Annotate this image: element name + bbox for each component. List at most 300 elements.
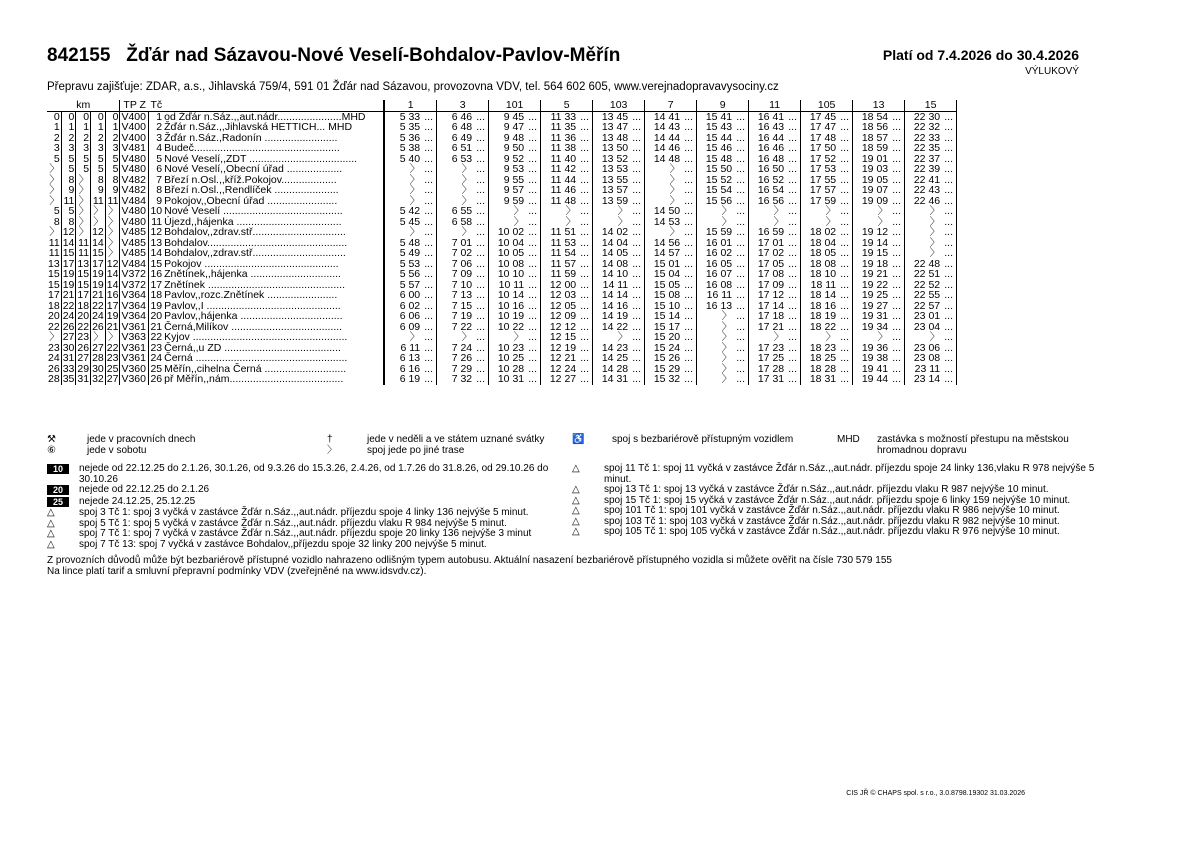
separator-cell: ... — [473, 185, 489, 196]
km-cell: 5 — [61, 154, 76, 165]
separator-cell: ... — [473, 322, 489, 333]
separator-cell: ... — [681, 143, 697, 154]
stop-name: Bohdalov,,zdrav.stř................................ — [163, 248, 384, 259]
separator-cell: ... — [473, 217, 489, 228]
separator-cell: ... — [473, 238, 489, 249]
departure-time: 〉 — [773, 215, 785, 228]
departure-time: 15 17 — [653, 320, 681, 333]
departure-time: 12 19 — [549, 341, 577, 354]
separator-cell: ... — [577, 248, 593, 259]
separator-cell: ... — [785, 185, 801, 196]
departure-time: 15 24 — [653, 341, 681, 354]
departure-time: 5 48 — [399, 236, 421, 249]
departure-time: 14 14 — [601, 289, 629, 301]
tpz-cell: V480 — [120, 206, 149, 217]
departure-time: 19 07 — [861, 184, 889, 196]
departure-time: 12 27 — [549, 373, 577, 385]
departure-time: 17 23 — [757, 341, 785, 354]
departure-time: 17 57 — [809, 184, 837, 196]
departure-time: 〉 — [461, 331, 473, 343]
separator-cell: ... — [681, 311, 697, 322]
separator-cell: ... — [941, 343, 957, 354]
tpz-cell: V372 — [120, 280, 149, 291]
separator-cell: ... — [785, 227, 801, 238]
separator-cell: ... — [525, 364, 541, 375]
departure-time: 17 25 — [757, 352, 785, 364]
legend-item — [837, 434, 1107, 456]
departure-time: 14 10 — [601, 268, 629, 280]
departure-time: 10 04 — [497, 236, 525, 249]
tc-cell: 2 — [156, 121, 163, 133]
separator-cell: ... — [889, 332, 905, 343]
km-cell: 3 — [47, 143, 61, 154]
separator-cell: ... — [837, 364, 853, 375]
separator-cell: ... — [525, 322, 541, 333]
departure-time: 16 43 — [757, 121, 785, 133]
departure-time: 5 36 — [399, 131, 421, 144]
separator-cell: ... — [889, 248, 905, 259]
departure-time: 6 13 — [399, 352, 421, 364]
km-cell: 22 — [62, 299, 75, 312]
separator-cell: ... — [629, 164, 645, 175]
separator-cell: ... — [889, 154, 905, 165]
km-cell: 21 — [92, 289, 104, 301]
departure-time: 22 35 — [913, 142, 941, 154]
separator-cell: ... — [733, 248, 749, 259]
legend-text: jede v sobotu — [87, 445, 147, 456]
legend-symbol: 〉 — [327, 445, 337, 456]
km-cell: 5 — [47, 206, 61, 217]
departure-time: 16 13 — [705, 299, 733, 312]
departure-time: 16 02 — [705, 247, 733, 259]
trip-number: 103 — [593, 100, 645, 111]
departure-time: 6 00 — [399, 289, 421, 301]
separator-cell: ... — [681, 154, 697, 165]
stop-name: Měřín,,cihelna Černá ............................ — [163, 364, 384, 375]
tpz-header: TP Z — [120, 100, 149, 111]
departure-time: 〉 — [669, 184, 681, 196]
separator-cell: ... — [421, 164, 437, 175]
separator-cell: ... — [889, 353, 905, 364]
note-text: spoj 7 Tč 13: spoj 7 vyčká v zastávce Bohdalov,,příjezdu spoje 32 linky 200 nejvýše 5 minut. — [79, 538, 487, 550]
departure-time: 10 10 — [497, 268, 525, 280]
tpz-cell: V364 — [120, 301, 149, 312]
departure-time: 22 55 — [913, 289, 941, 301]
tpz-cell: V361 — [120, 343, 149, 354]
km-cell: 8 — [47, 217, 61, 228]
departure-time: 5 38 — [399, 142, 421, 154]
separator-cell: ... — [941, 238, 957, 249]
departure-time: 14 48 — [653, 152, 681, 165]
separator-cell: ... — [889, 238, 905, 249]
km-cell: 11 — [48, 247, 60, 259]
separator-cell: ... — [941, 143, 957, 154]
legend-item — [47, 445, 147, 456]
km-cell: 19 — [106, 310, 119, 322]
departure-time: 7 15 — [451, 299, 473, 312]
km-cell: 2 — [91, 133, 106, 144]
stop-name: Znětínek ............................................... — [163, 280, 384, 291]
departure-time: 22 57 — [913, 299, 941, 312]
stop-name: Březí n.Osl.,,kříž.Pokojov................... — [163, 175, 384, 186]
km-cell: 〉 — [76, 227, 91, 238]
separator-cell: ... — [785, 364, 801, 375]
departure-time: 〉 — [721, 352, 733, 364]
separator-cell: ... — [629, 364, 645, 375]
separator-cell: ... — [733, 353, 749, 364]
separator-cell: ... — [785, 111, 801, 122]
separator-cell: ... — [421, 301, 437, 312]
separator-cell: ... — [681, 175, 697, 186]
departure-time: 〉 — [825, 205, 837, 217]
departure-time: 17 14 — [757, 299, 785, 312]
separator-cell: ... — [837, 196, 853, 207]
tpz-cell: V481 — [120, 143, 149, 154]
separator-cell: ... — [837, 206, 853, 217]
separator-cell: ... — [577, 196, 593, 207]
separator-cell: ... — [941, 364, 957, 375]
departure-time: 14 41 — [653, 110, 681, 123]
separator-cell: ... — [473, 122, 489, 133]
km-cell: 19 — [92, 268, 104, 280]
trip-number: 15 — [905, 100, 957, 111]
separator-cell: ... — [577, 175, 593, 186]
separator-cell: ... — [785, 122, 801, 133]
km-cell: 15 — [77, 268, 90, 280]
departure-time: 〉 — [825, 331, 837, 343]
km-cell: 22 — [106, 341, 119, 354]
separator-cell: ... — [733, 185, 749, 196]
stop-header — [163, 100, 384, 111]
km-cell: 〉 — [105, 217, 120, 228]
footer-line: Na lince platí tarif a smluvní přepravní podmínky VDV (zveřejněné na www.idsvdv.cz). — [47, 566, 427, 577]
km-cell: 27 — [77, 352, 90, 364]
trip-number: 13 — [853, 100, 905, 111]
separator-cell: ... — [681, 206, 697, 217]
separator-cell: ... — [473, 196, 489, 207]
departure-time: 23 08 — [913, 352, 941, 364]
note-symbol: △ — [47, 517, 55, 529]
km-cell: 23 — [77, 331, 90, 343]
tpz-cell: V372 — [120, 269, 149, 280]
km-cell: 〉 — [47, 175, 61, 186]
separator-cell: ... — [421, 238, 437, 249]
separator-cell: ... — [681, 164, 697, 175]
departure-time: 15 43 — [705, 121, 733, 133]
separator-cell: ... — [785, 280, 801, 291]
km-cell: 〉 — [105, 248, 120, 259]
departure-time: 19 36 — [861, 341, 889, 354]
departure-time: 19 05 — [861, 173, 889, 186]
departure-time: 15 52 — [705, 173, 733, 186]
departure-time: 〉 — [461, 226, 473, 238]
departure-time: 15 10 — [653, 299, 681, 312]
separator-cell: ... — [473, 206, 489, 217]
separator-cell: ... — [421, 196, 437, 207]
separator-cell: ... — [629, 133, 645, 144]
km-cell: 17 — [48, 289, 60, 301]
tc-cell: 14 — [150, 247, 163, 259]
departure-time: 13 48 — [601, 131, 629, 144]
departure-time: 〉 — [617, 331, 629, 343]
separator-cell: ... — [525, 196, 541, 207]
separator-cell: ... — [733, 280, 749, 291]
km-cell: 1 — [47, 122, 61, 133]
departure-time: 18 05 — [809, 247, 837, 259]
departure-time: 11 36 — [550, 131, 577, 144]
separator-cell: ... — [629, 196, 645, 207]
departure-time: 17 52 — [809, 152, 837, 165]
km-cell: 32 — [92, 373, 104, 385]
separator-cell: ... — [941, 269, 957, 280]
departure-time: 〉 — [929, 226, 941, 238]
separator-cell: ... — [577, 185, 593, 196]
km-cell: 24 — [92, 310, 104, 322]
km-cell: 19 — [92, 278, 104, 291]
km-cell: 27 — [92, 341, 104, 354]
note-row — [572, 527, 1112, 538]
departure-time: 15 50 — [705, 163, 733, 175]
tc-cell: 4 — [156, 142, 163, 154]
departure-time: 16 07 — [705, 268, 733, 280]
departure-time: 16 50 — [757, 163, 785, 175]
departure-time: 5 35 — [399, 121, 421, 133]
separator-cell: ... — [421, 364, 437, 375]
km-cell: 27 — [106, 373, 119, 385]
km-cell: 12 — [92, 226, 104, 238]
note-text: spoj 3 Tč 1: spoj 3 vyčká v zastávce Žďár n.Sáz.,,aut.nádr. příjezdu spoje 4 linky 136 nejvýše 5 minut. — [79, 507, 529, 518]
separator-cell: ... — [837, 133, 853, 144]
departure-time: 18 10 — [809, 268, 837, 280]
departure-time: 〉 — [877, 205, 889, 217]
departure-time: 11 38 — [550, 142, 577, 154]
trip-number: 101 — [489, 100, 541, 111]
departure-time: 18 11 — [810, 278, 837, 291]
separator-cell: ... — [421, 111, 437, 122]
departure-time: 6 51 — [451, 142, 473, 154]
departure-time: 9 52 — [503, 152, 525, 165]
separator-cell: ... — [577, 238, 593, 249]
separator-cell: ... — [941, 322, 957, 333]
departure-time: 18 23 — [809, 341, 837, 354]
km-cell: 8 — [61, 175, 76, 186]
separator-cell: ... — [473, 280, 489, 291]
departure-time: 16 54 — [757, 184, 785, 196]
tc-cell: 20 — [150, 310, 163, 322]
departure-time: 16 52 — [757, 173, 785, 186]
departure-time: 〉 — [721, 341, 733, 354]
departure-time: 10 05 — [497, 247, 525, 259]
departure-time: 7 01 — [451, 236, 473, 249]
separator-cell: ... — [681, 248, 697, 259]
km-cell: 15 — [48, 268, 60, 280]
departure-time: 7 24 — [451, 341, 473, 354]
km-cell: 13 — [48, 257, 60, 270]
separator-cell: ... — [837, 259, 853, 270]
tpz-cell: V400 — [120, 111, 149, 122]
separator-cell: ... — [837, 301, 853, 312]
departure-time: 5 33 — [399, 110, 421, 123]
separator-cell: ... — [421, 206, 437, 217]
separator-cell: ... — [525, 133, 541, 144]
departure-time: 19 25 — [861, 289, 889, 301]
departure-time: 17 31 — [757, 373, 785, 385]
legend-item — [327, 445, 464, 456]
departure-time: 19 44 — [861, 373, 889, 385]
departure-time: 12 03 — [549, 289, 577, 301]
separator-cell: ... — [941, 175, 957, 186]
separator-cell: ... — [733, 269, 749, 280]
separator-cell: ... — [629, 269, 645, 280]
departure-time: 〉 — [669, 173, 681, 186]
separator-cell: ... — [681, 269, 697, 280]
departure-time: 〉 — [409, 173, 421, 186]
trip-number: 9 — [697, 100, 749, 111]
table-row — [47, 332, 957, 343]
separator-cell: ... — [525, 175, 541, 186]
km-cell: 〉 — [91, 217, 106, 228]
km-cell: 30 — [92, 362, 104, 375]
separator-cell: ... — [889, 259, 905, 270]
departure-time: 14 05 — [601, 247, 629, 259]
departure-time: 12 00 — [549, 278, 577, 291]
note-symbol: △ — [47, 507, 55, 518]
separator-cell: ... — [733, 227, 749, 238]
separator-cell: ... — [733, 196, 749, 207]
stop-name: Bohdalov................................................ — [163, 238, 384, 249]
tc-cell: 16 — [150, 268, 163, 280]
note-symbol: △ — [572, 463, 580, 474]
table-row — [47, 206, 957, 217]
separator-cell: ... — [785, 248, 801, 259]
separator-cell: ... — [785, 343, 801, 354]
departure-time: 15 59 — [705, 226, 733, 238]
departure-time: 23 01 — [913, 310, 941, 322]
departure-time: 14 53 — [653, 215, 681, 228]
separator-cell: ... — [473, 259, 489, 270]
separator-cell: ... — [889, 143, 905, 154]
tc-cell: 10 — [150, 205, 163, 217]
separator-cell: ... — [421, 290, 437, 301]
legend-symbol: MHD — [837, 434, 860, 445]
separator-cell: ... — [421, 343, 437, 354]
km-cell: 5 — [91, 154, 106, 165]
km-cell: 21 — [62, 289, 75, 301]
departure-time: 〉 — [877, 331, 889, 343]
tpz-cell: V485 — [120, 248, 149, 259]
km-cell: 17 — [106, 299, 119, 312]
separator-cell: ... — [681, 196, 697, 207]
departure-time: 13 59 — [601, 194, 629, 207]
separator-cell: ... — [525, 217, 541, 228]
table-row — [47, 164, 957, 175]
separator-cell: ... — [629, 175, 645, 186]
separator-cell: ... — [629, 322, 645, 333]
footer-notes — [47, 555, 892, 577]
km-cell: 〉 — [47, 196, 61, 207]
km-cell: 12 — [62, 226, 75, 238]
separator-cell: ... — [941, 217, 957, 228]
tc-cell: 6 — [156, 163, 163, 175]
separator-cell: ... — [889, 217, 905, 228]
departure-time: 18 57 — [861, 131, 889, 144]
separator-cell: ... — [577, 164, 593, 175]
tpz-cell: V484 — [120, 196, 149, 207]
departure-time: 19 27 — [861, 299, 889, 312]
km-cell: 9 — [105, 185, 120, 196]
note-symbol: △ — [572, 484, 580, 495]
departure-time: 22 51 — [913, 268, 941, 280]
departure-time: 22 46 — [913, 194, 941, 207]
separator-cell: ... — [889, 301, 905, 312]
departure-time: 6 09 — [399, 320, 421, 333]
separator-cell: ... — [421, 259, 437, 270]
tpz-cell: V364 — [120, 311, 149, 322]
separator-cell: ... — [629, 111, 645, 122]
departure-time: 10 23 — [497, 341, 525, 354]
trip-number: 3 — [437, 100, 489, 111]
departure-time: 17 48 — [809, 131, 837, 144]
separator-cell: ... — [681, 374, 697, 385]
note-text: nejede od 22.12.25 do 2.1.26 — [79, 484, 210, 495]
km-cell: 18 — [48, 299, 60, 312]
route-name: Žďár nad Sázavou-Nové Veselí-Bohdalov-Pavlov-Měřín — [126, 45, 621, 66]
note-text: nejede 24.12.25, 25.12.25 — [79, 495, 196, 507]
km-cell: 〉 — [105, 227, 120, 238]
separator-cell: ... — [785, 374, 801, 385]
departure-time: 14 22 — [601, 320, 629, 333]
separator-cell: ... — [889, 311, 905, 322]
departure-time: 10 08 — [497, 257, 525, 270]
departure-time: 15 08 — [653, 289, 681, 301]
km-header: km — [47, 100, 120, 111]
separator-cell: ... — [473, 143, 489, 154]
separator-cell: ... — [473, 332, 489, 343]
separator-cell: ... — [785, 154, 801, 165]
km-cell: 29 — [77, 362, 90, 375]
separator-cell: ... — [889, 269, 905, 280]
departure-time: 19 34 — [861, 320, 889, 333]
separator-cell: ... — [785, 290, 801, 301]
km-cell: 19 — [62, 278, 75, 291]
tc-cell: 24 — [150, 352, 163, 364]
separator-cell: ... — [941, 280, 957, 291]
table-row — [47, 185, 957, 196]
note-symbol: △ — [47, 538, 55, 550]
departure-time: 18 19 — [809, 310, 837, 322]
departure-time: 15 48 — [705, 152, 733, 165]
departure-time: 22 32 — [913, 121, 941, 133]
separator-cell: ... — [629, 259, 645, 270]
departure-time: 22 39 — [913, 163, 941, 175]
departure-time: 10 25 — [497, 352, 525, 364]
separator-cell: ... — [629, 154, 645, 165]
departure-time: 17 28 — [757, 362, 785, 375]
separator-cell: ... — [421, 227, 437, 238]
departure-time: 19 31 — [861, 310, 889, 322]
departure-time: 5 45 — [399, 215, 421, 228]
departure-time: 14 31 — [601, 373, 629, 385]
separator-cell: ... — [681, 133, 697, 144]
departure-time: 〉 — [721, 310, 733, 322]
separator-cell: ... — [785, 353, 801, 364]
note-text: spoj 105 Tč 1: spoj 105 vyčká v zastávce Žďár n.Sáz.,,aut.nádr. příjezdu vlaku R 976 nejvýše 10 minut. — [604, 526, 1060, 537]
departure-time: 9 45 — [503, 110, 525, 123]
separator-cell: ... — [681, 217, 697, 228]
separator-cell: ... — [577, 332, 593, 343]
departure-time: 17 01 — [757, 236, 785, 249]
departure-time: 11 46 — [550, 184, 577, 196]
